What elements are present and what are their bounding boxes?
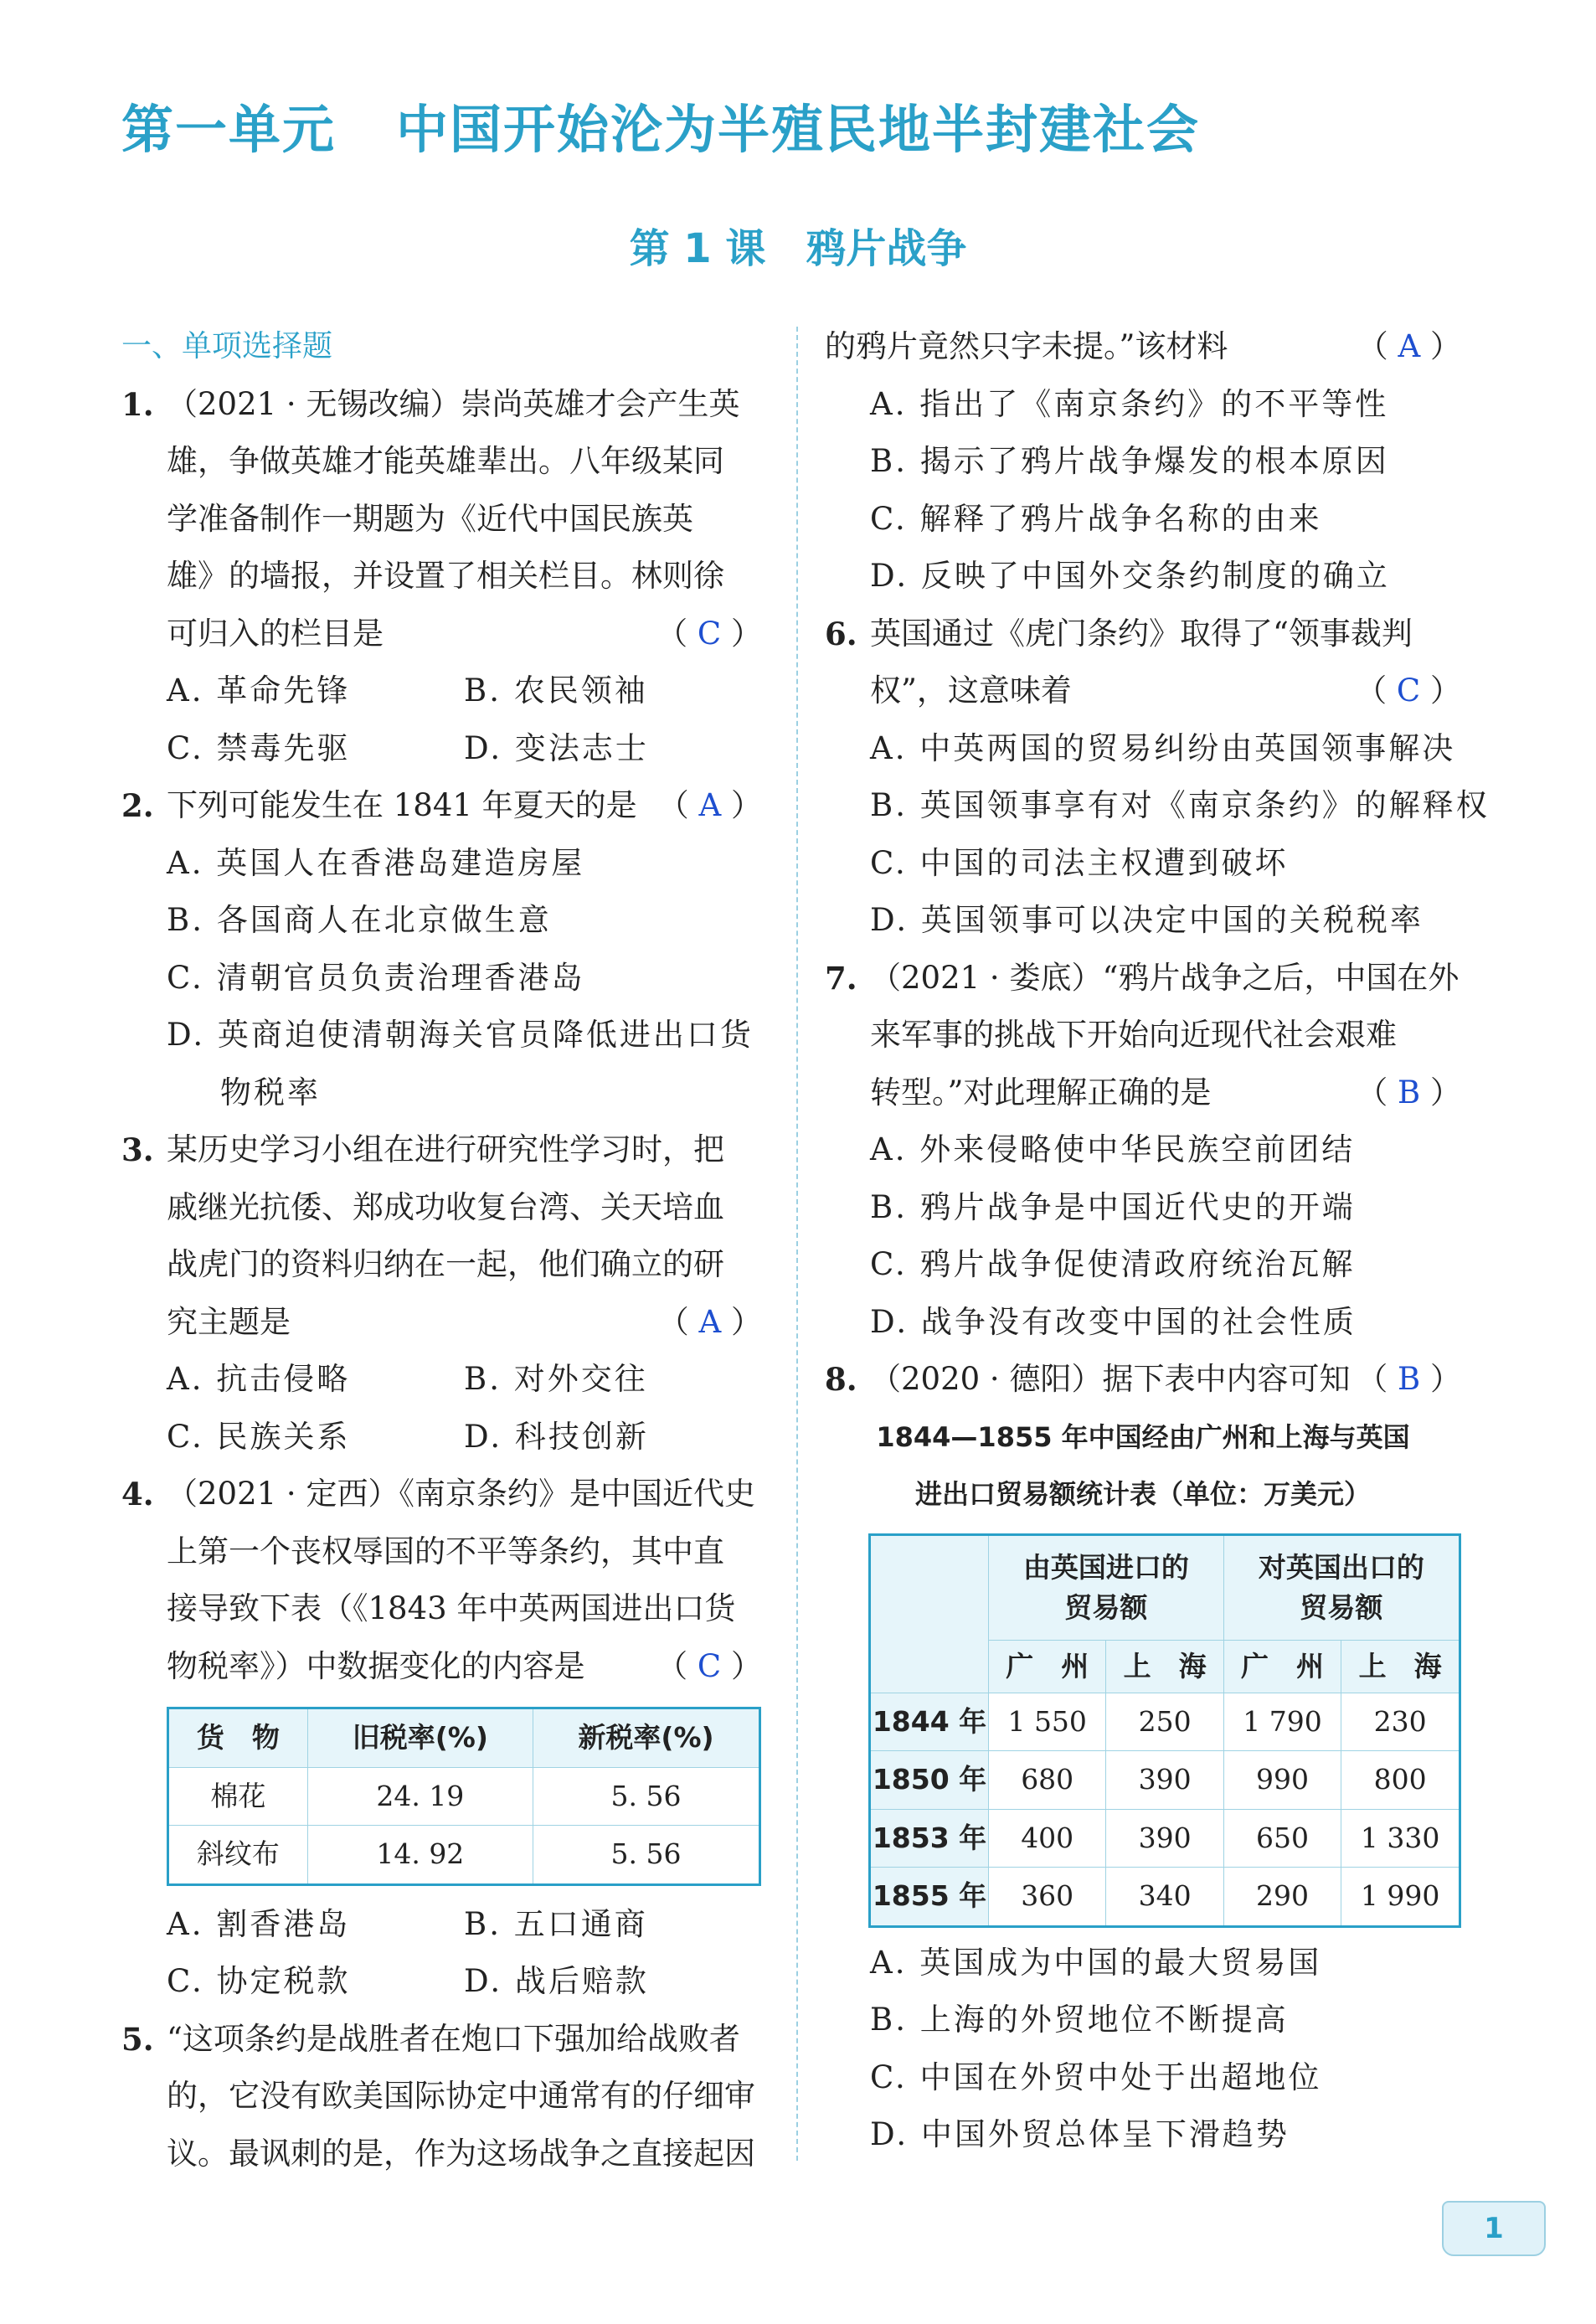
lesson-title bbox=[0, 216, 1596, 274]
table-cell: 400 bbox=[989, 1809, 1106, 1868]
question-line: 雄》的墙报，并设置了相关栏目。林则徐 bbox=[167, 558, 724, 594]
table-cell: 650 bbox=[1223, 1809, 1341, 1868]
table-cell: 1855 年 bbox=[870, 1868, 989, 1927]
answer-mark: （ A ） bbox=[1357, 328, 1461, 364]
option-c: C. 鸦片战争促使清政府统治瓦解 bbox=[870, 1246, 1356, 1282]
table-header: 新税率(%) bbox=[533, 1708, 760, 1768]
question-line: （2021 · 无锡改编）崇尚英雄才会产生英 bbox=[167, 385, 740, 422]
option-a: A. 外来侵略使中华民族空前团结 bbox=[870, 1131, 1356, 1167]
option-c: C. 中国的司法主权遭到破坏 bbox=[870, 844, 1289, 881]
option-a: A. 抗击侵略 bbox=[167, 1361, 351, 1397]
right-column bbox=[825, 318, 1490, 2164]
question-line: 的，它没有欧美国际协定中通常有的仔细审 bbox=[167, 2078, 755, 2114]
question-line: 物税率》）中数据变化的内容是 （ C ） bbox=[167, 1638, 762, 1696]
table-header: 旧税率(%) bbox=[307, 1708, 533, 1768]
table-cell: 1 550 bbox=[989, 1693, 1106, 1751]
question-line: 上第一个丧权辱国的不平等条约，其中直 bbox=[167, 1533, 724, 1569]
option-b: B. 农民领袖 bbox=[464, 672, 648, 709]
option-b: B. 上海的外贸地位不断提高 bbox=[870, 2002, 1289, 2038]
table-header-row bbox=[870, 1534, 1460, 1640]
question-number: 6. bbox=[825, 615, 857, 652]
table-corner bbox=[870, 1534, 989, 1693]
table-cell: 14. 92 bbox=[307, 1826, 533, 1885]
option-d-continued: 物税率 bbox=[220, 1074, 321, 1110]
question-4 bbox=[121, 1466, 762, 1695]
lesson-number: 第 1 课 bbox=[629, 225, 766, 272]
table-header: 货 物 bbox=[168, 1708, 308, 1768]
table-header: 上 海 bbox=[1341, 1640, 1460, 1693]
question-line: 可归入的栏目是 （ C ） bbox=[167, 605, 762, 663]
unit-number: 第一单元 bbox=[121, 99, 337, 160]
option-d: D. 变法志士 bbox=[464, 729, 649, 766]
question-number: 4. bbox=[121, 1476, 154, 1512]
column-divider bbox=[796, 327, 798, 2161]
trade-table bbox=[868, 1533, 1461, 1928]
question-line: 雄，争做英雄才能英雄辈出。八年级某同 bbox=[167, 443, 724, 479]
table-row bbox=[870, 1809, 1460, 1868]
option-c: C. 解释了鸦片战争名称的由来 bbox=[870, 500, 1322, 537]
question-line: 英国通过《虎门条约》取得了“领事裁判 bbox=[870, 615, 1413, 652]
table-cell: 360 bbox=[989, 1868, 1106, 1927]
option-a: A. 割香港岛 bbox=[167, 1905, 351, 1942]
table-cell: 棉花 bbox=[168, 1767, 308, 1826]
answer-mark: （ A ） bbox=[657, 1303, 762, 1340]
option-c: C. 民族关系 bbox=[167, 1418, 351, 1455]
table-cell: 1850 年 bbox=[870, 1751, 989, 1810]
option-b: B. 五口通商 bbox=[464, 1905, 648, 1942]
left-column bbox=[121, 318, 762, 2182]
options-row bbox=[121, 662, 762, 720]
question-line: 的鸦片竟然只字未提。”该材料 （ A ） bbox=[825, 318, 1461, 376]
option-a: A. 英国成为中国的最大贸易国 bbox=[870, 1944, 1322, 1981]
question-7 bbox=[825, 950, 1461, 1122]
question-number: 2. bbox=[121, 787, 154, 824]
table-header: 广 州 bbox=[1223, 1640, 1341, 1693]
table-cell: 680 bbox=[989, 1751, 1106, 1810]
table-cell: 1 790 bbox=[1223, 1693, 1341, 1751]
question-number: 3. bbox=[121, 1131, 154, 1168]
question-line: 议。最讽刺的是，作为这场战争之直接起因 bbox=[167, 2135, 755, 2172]
page-number-badge: 1 bbox=[1442, 2201, 1546, 2256]
options-row bbox=[121, 1896, 762, 1954]
table-group-header: 对英国出口的 贸易额 bbox=[1223, 1534, 1460, 1640]
lesson-name: 鸦片战争 bbox=[806, 225, 967, 272]
table-row bbox=[870, 1751, 1460, 1810]
answer-mark: （ B ） bbox=[1357, 1074, 1461, 1110]
options-row bbox=[121, 720, 762, 778]
options-row bbox=[121, 1409, 762, 1466]
option-b: B. 鸦片战争是中国近代史的开端 bbox=[870, 1188, 1356, 1225]
table-row bbox=[870, 1693, 1460, 1751]
table-header: 广 州 bbox=[989, 1640, 1106, 1693]
table-group-header: 由英国进口的 贸易额 bbox=[989, 1534, 1224, 1640]
option-b: B. 揭示了鸦片战争爆发的根本原因 bbox=[870, 443, 1389, 479]
table-cell: 5. 56 bbox=[533, 1826, 760, 1885]
option-a: A. 英国人在香港岛建造房屋 bbox=[167, 844, 585, 881]
option-b: B. 英国领事享有对《南京条约》的解释权 bbox=[870, 787, 1490, 823]
options-row bbox=[121, 1953, 762, 2011]
question-number: 1. bbox=[121, 385, 154, 423]
question-line: 来军事的挑战下开始向近现代社会艰难 bbox=[870, 1017, 1397, 1053]
table-caption: 1844—1855 年中国经由广州和上海与英国 bbox=[876, 1420, 1410, 1453]
table-row bbox=[168, 1826, 760, 1885]
question-2 bbox=[121, 777, 762, 835]
question-line: 下列可能发生在 1841 年夏天的是 （ A ） bbox=[167, 777, 762, 835]
question-3 bbox=[121, 1121, 762, 1351]
question-line: 战虎门的资料归纳在一起，他们确立的研 bbox=[167, 1246, 724, 1282]
answer-mark: （ B ） bbox=[1357, 1361, 1461, 1397]
question-line: 转型。”对此理解正确的是 （ B ） bbox=[870, 1064, 1461, 1122]
option-b: B. 各国商人在北京做生意 bbox=[167, 902, 552, 938]
question-line: （2020 · 德阳）据下表中内容可知 （ B ） bbox=[870, 1351, 1461, 1409]
question-number: 8. bbox=[825, 1361, 857, 1398]
question-6 bbox=[825, 605, 1461, 720]
table-cell: 5. 56 bbox=[533, 1767, 760, 1826]
question-line: 学准备制作一期题为《近代中国民族英 bbox=[167, 500, 693, 537]
options-row bbox=[121, 1351, 762, 1409]
option-a: A. 革命先锋 bbox=[167, 672, 351, 709]
table-cell: 390 bbox=[1106, 1751, 1223, 1810]
table-cell: 1 990 bbox=[1341, 1868, 1460, 1927]
question-line: （2021 · 娄底）“鸦片战争之后，中国在外 bbox=[870, 959, 1460, 996]
answer-mark: （ C ） bbox=[656, 1647, 762, 1684]
option-d: D. 反映了中国外交条约制度的确立 bbox=[870, 558, 1390, 594]
question-line: （2021 · 定西）《南京条约》是中国近代史 bbox=[167, 1476, 755, 1512]
table-header: 上 海 bbox=[1106, 1640, 1223, 1693]
table-cell: 斜纹布 bbox=[168, 1826, 308, 1885]
option-a: A. 中英两国的贸易纠纷由英国领事解决 bbox=[870, 729, 1456, 766]
table-cell: 800 bbox=[1341, 1751, 1460, 1810]
table-row bbox=[870, 1868, 1460, 1927]
option-b: B. 对外交往 bbox=[464, 1361, 648, 1397]
answer-mark: （ A ） bbox=[657, 787, 762, 823]
question-5 bbox=[121, 2011, 762, 2183]
option-d: D. 英商迫使清朝海关官员降低进出口货 bbox=[167, 1017, 754, 1053]
option-c: C. 禁毒先驱 bbox=[167, 729, 351, 766]
answer-mark: （ C ） bbox=[1356, 672, 1461, 709]
question-line: 某历史学习小组在进行研究性学习时，把 bbox=[167, 1131, 724, 1167]
table-cell: 1844 年 bbox=[870, 1693, 989, 1751]
question-line: 究主题是 （ A ） bbox=[167, 1294, 762, 1352]
table-cell: 340 bbox=[1106, 1868, 1223, 1927]
option-d: D. 英国领事可以决定中国的关税税率 bbox=[870, 902, 1424, 938]
unit-title bbox=[121, 88, 1200, 162]
table-caption: 进出口贸易额统计表（单位：万美元） bbox=[914, 1478, 1371, 1510]
table-row bbox=[168, 1767, 760, 1826]
option-c: C. 中国在外贸中处于出超地位 bbox=[870, 2059, 1322, 2095]
question-number: 7. bbox=[825, 959, 857, 997]
option-c: C. 清朝官员负责治理香港岛 bbox=[167, 959, 585, 996]
option-d: D. 战后赔款 bbox=[464, 1963, 649, 1999]
table-cell: 1 330 bbox=[1341, 1809, 1460, 1868]
section-heading: 一、单项选择题 bbox=[121, 329, 333, 363]
table-cell: 230 bbox=[1341, 1693, 1460, 1751]
table-cell: 250 bbox=[1106, 1693, 1223, 1751]
option-d: D. 战争没有改变中国的社会性质 bbox=[870, 1303, 1357, 1340]
table-header-row bbox=[168, 1708, 760, 1768]
tax-rate-table bbox=[167, 1707, 761, 1886]
question-line: 戚继光抗倭、郑成功收复台湾、关天培血 bbox=[167, 1188, 724, 1225]
question-1 bbox=[121, 376, 762, 663]
question-line: 接导致下表（《1843 年中英两国进出口货 bbox=[167, 1590, 736, 1626]
question-8 bbox=[825, 1351, 1461, 1409]
option-d: D. 科技创新 bbox=[464, 1418, 649, 1455]
unit-name: 中国开始沦为半殖民地半封建社会 bbox=[396, 99, 1201, 160]
table-cell: 1853 年 bbox=[870, 1809, 989, 1868]
question-number: 5. bbox=[121, 2020, 154, 2058]
option-a: A. 指出了《南京条约》的不平等性 bbox=[870, 385, 1389, 422]
option-c: C. 协定税款 bbox=[167, 1963, 351, 1999]
question-line: “这项条约是战胜者在炮口下强加给战败者 bbox=[167, 2020, 740, 2057]
answer-mark: （ C ） bbox=[656, 615, 762, 652]
table-cell: 24. 19 bbox=[307, 1767, 533, 1826]
table-cell: 990 bbox=[1223, 1751, 1341, 1810]
table-cell: 390 bbox=[1106, 1809, 1223, 1868]
question-line: 权”，这意味着 （ C ） bbox=[870, 662, 1461, 720]
option-d: D. 中国外贸总体呈下滑趋势 bbox=[870, 2116, 1290, 2152]
table-cell: 290 bbox=[1223, 1868, 1341, 1927]
